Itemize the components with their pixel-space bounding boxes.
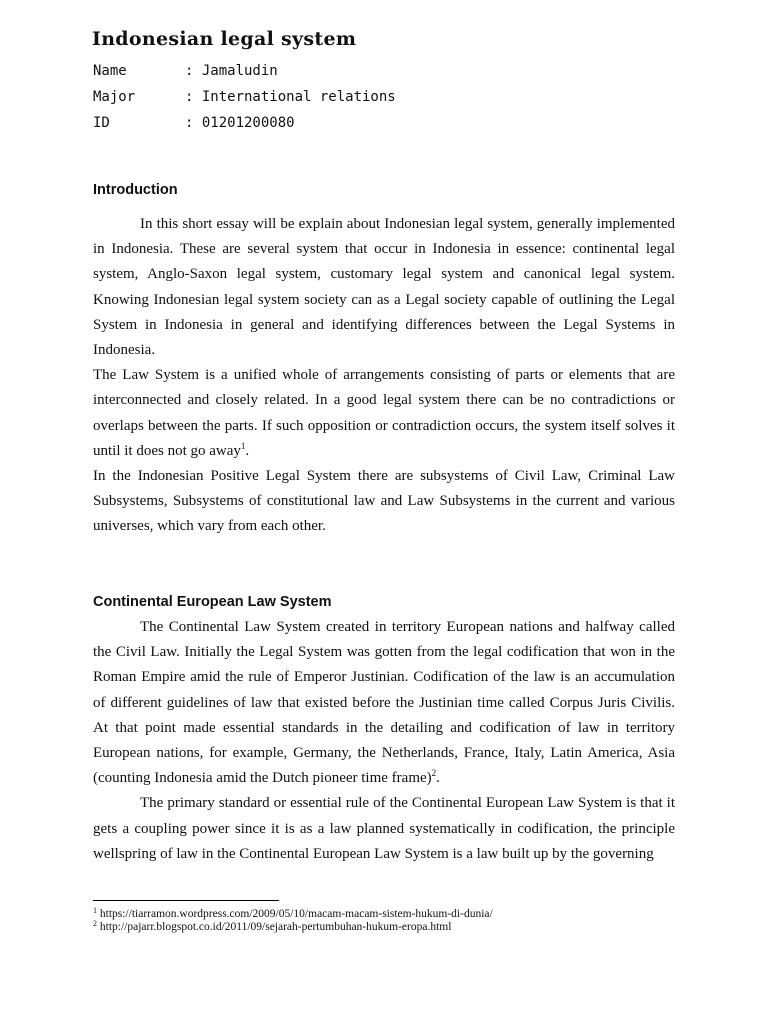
meta-value: : Jamaludin (185, 63, 278, 79)
meta-major-row (93, 89, 396, 105)
meta-label: Name (93, 63, 127, 79)
meta-label: Major (93, 89, 136, 105)
footnote-link[interactable]: https://tiarramon.wordpress.com/2009/05/10/macam-macam-sistem-hukum-di-dunia/ (99, 908, 493, 920)
paragraph: In the Indonesian Positive Legal System there are subsystems of Civil Law, Criminal Law Subsystems, Subsystems of constitutional law and Law Subsystems in the current and various universes, which vary from each other. (93, 468, 675, 535)
footnote (93, 908, 493, 921)
meta-value: : 01201200080 (185, 115, 295, 131)
paragraph-end: . (436, 770, 440, 787)
paragraph: In this short essay will be explain about Indonesian legal system, generally implemented in Indonesia. These are several system that occur in Indonesia in essence: continental legal system, Anglo-Saxon legal system, customary legal system and canonical legal system. Knowing Indonesian legal system society can as a Legal society capable of outlining the Legal System in Indonesia in general and identifying differences between the Legal Systems in Indonesia. (93, 216, 675, 359)
introduction-body (93, 212, 675, 540)
meta-name-row (93, 63, 278, 79)
continental-body (93, 615, 675, 867)
footnote-link[interactable]: http://pajarr.blogspot.co.id/2011/09/sejarah-pertumbuhan-hukum-eropa.html (99, 921, 452, 933)
footnote (93, 921, 451, 934)
section-heading-continental: Continental European Law System (93, 594, 332, 610)
paragraph-text: The Law System is a unified whole of arrangements consisting of parts or elements that are interconnected and closely related. In a good legal system there can be no contradictions or overlaps between the parts. If such opposition or contradiction occurs, the system itself solves it until it does not go away (93, 367, 675, 459)
footnote-number: 1 (93, 906, 97, 915)
footnote-ref: 2 (431, 768, 437, 779)
footnote-divider (93, 900, 279, 901)
section-heading-introduction: Introduction (93, 182, 178, 198)
footnote-ref: 1 (240, 440, 246, 451)
meta-id-row (93, 115, 295, 131)
paragraph-text: The Continental Law System created in territory European nations and halfway called the Civil Law. Initially the Legal System was gotten from the legal codification that won in the Roman Empire amid the rule of Emperor Justinian. Codification of the law is an accumulation of different guidelines of law that existed before the Justinian time called Corpus Juris Civilis. At that point made essential standards in the detailing and codification of law in territory European nations, for example, Germany, the Netherlands, France, Italy, Latin America, Asia (counting Indonesia amid the Dutch pioneer time frame) (93, 619, 675, 787)
paragraph-end: . (245, 442, 250, 459)
meta-value: : International relations (185, 89, 396, 105)
footnote-number: 2 (93, 919, 97, 928)
paragraph (93, 363, 675, 464)
meta-label: ID (93, 115, 110, 131)
paragraph: The primary standard or essential rule of the Continental European Law System is that it gets a coupling power since it is as a law planned systematically in codification, the principle wellspring of law in the Continental European Law System is a law built up by the governing (93, 795, 675, 862)
page-title: Indonesian legal system (92, 28, 357, 50)
paragraph (93, 615, 675, 791)
